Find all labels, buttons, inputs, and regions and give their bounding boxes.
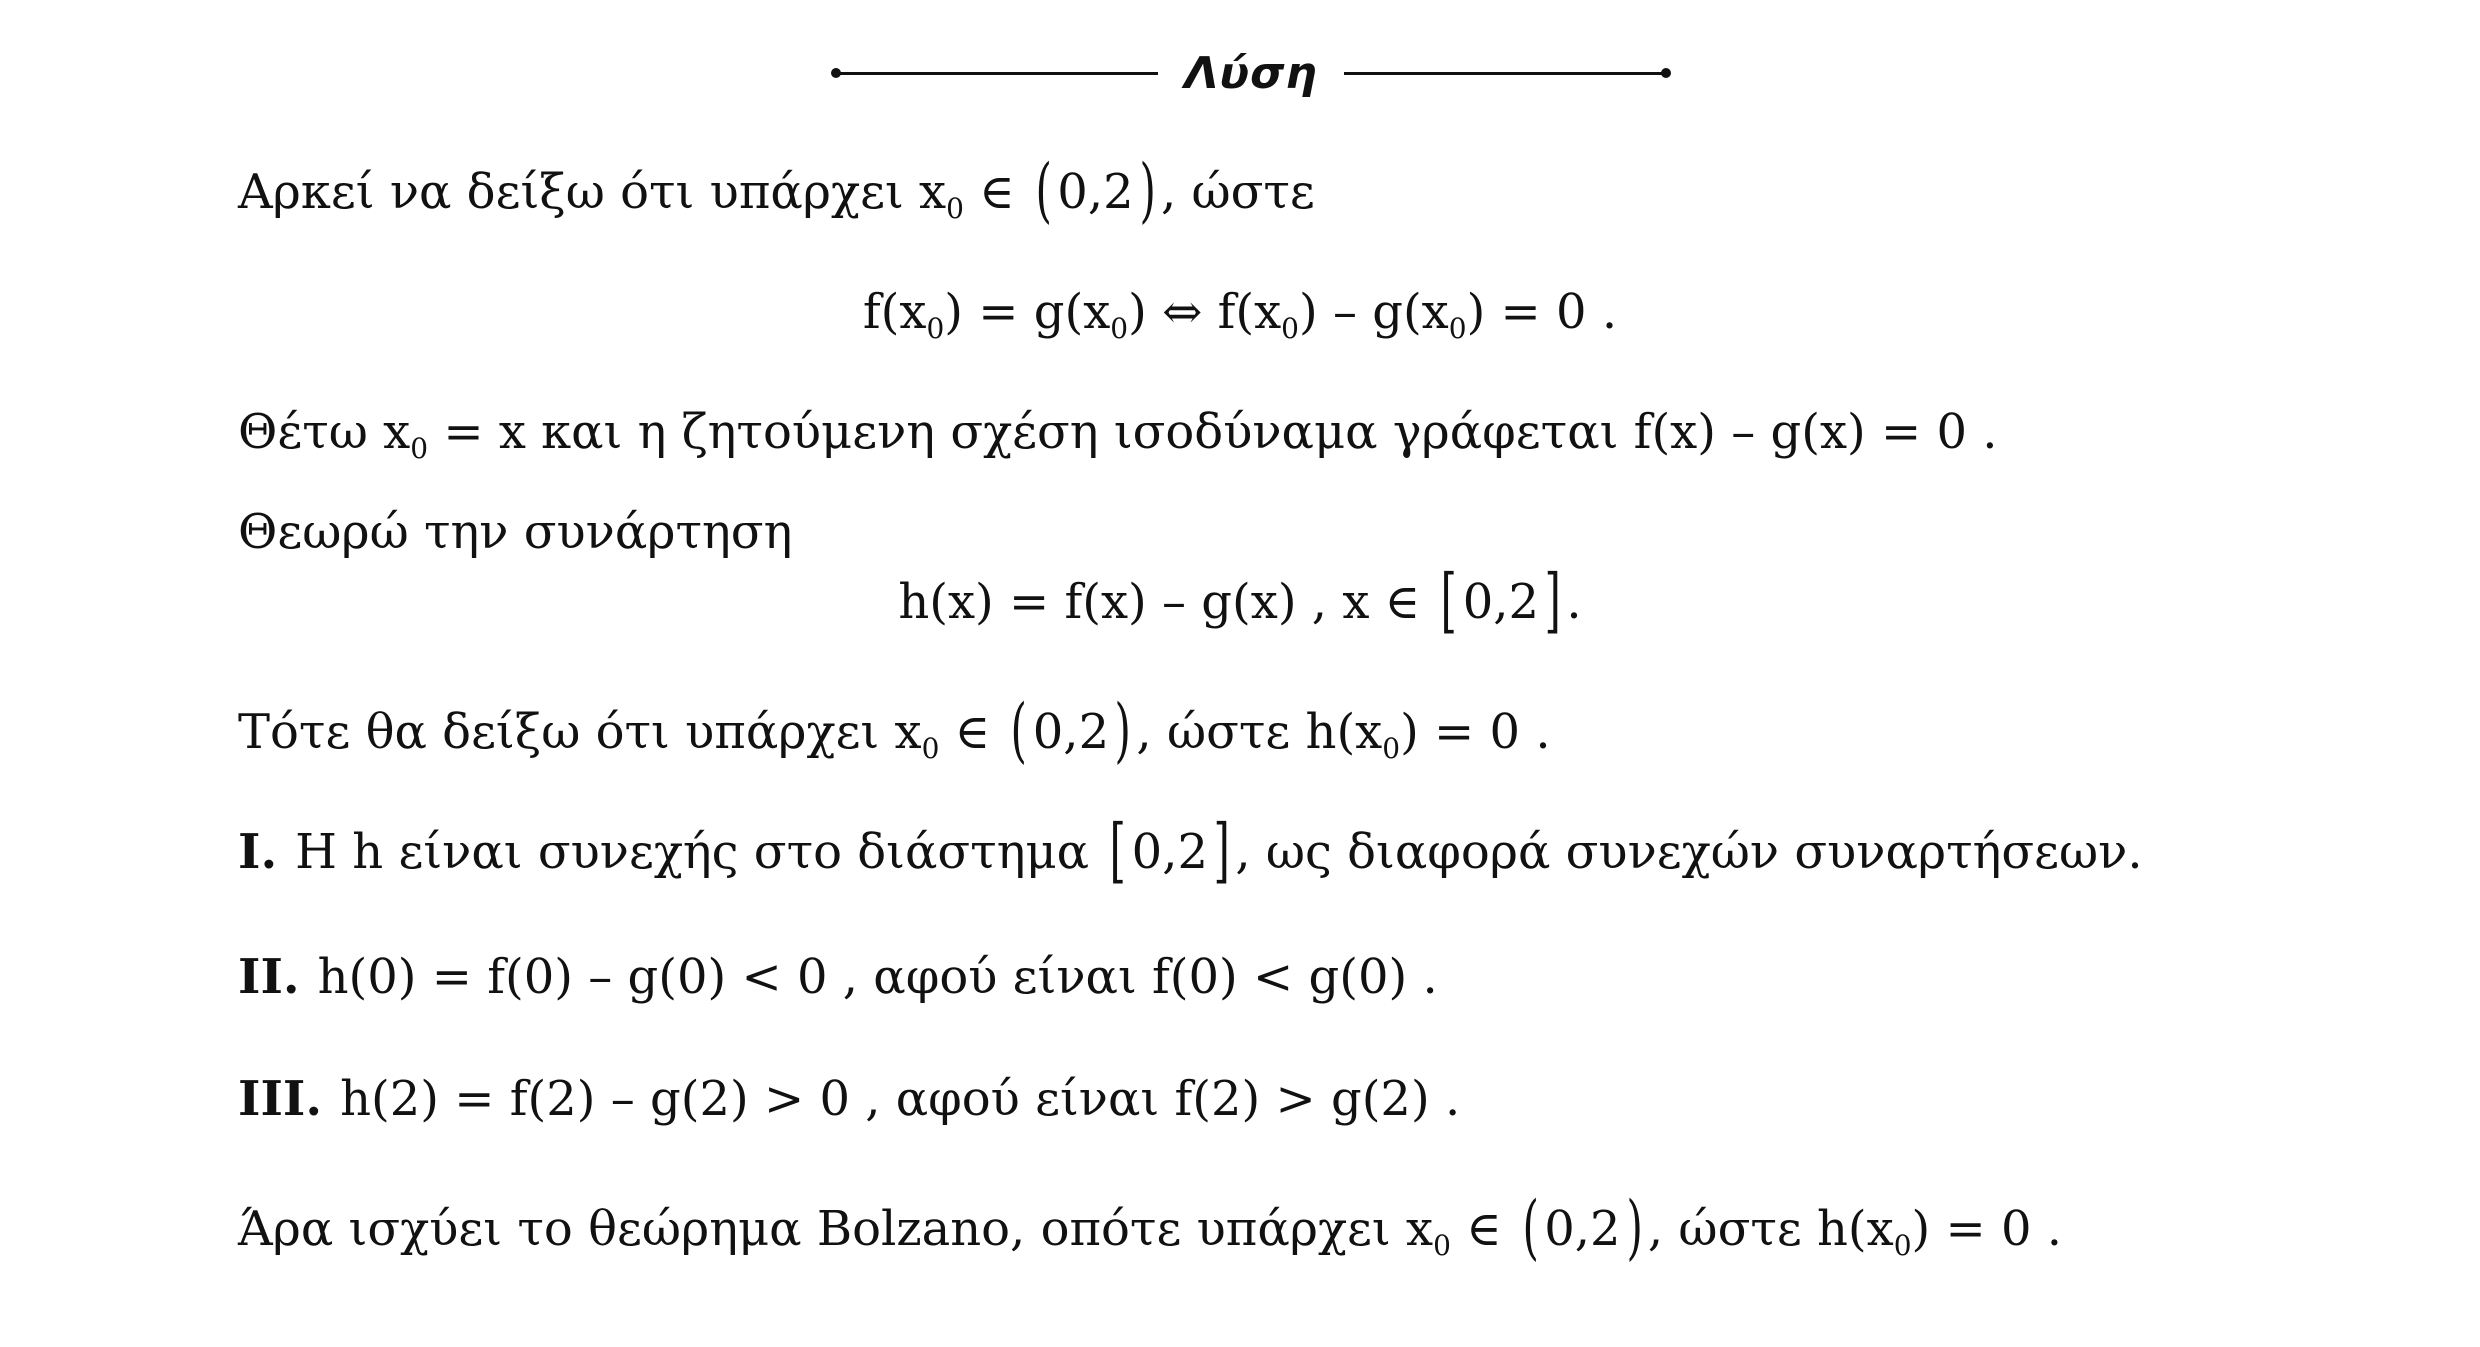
- subscript: 0: [410, 432, 429, 465]
- subscript: 0: [946, 192, 964, 225]
- text: Άρα ισχύει το θεώρημα Bolzano, οπότε υπάρχει x: [238, 1201, 1434, 1257]
- header-rule-left: [835, 72, 1158, 75]
- text: , ώστε: [1160, 164, 1315, 220]
- text: Η h είναι συνεχής στο διάστημα: [295, 824, 1105, 880]
- interval: 0,2: [1032, 704, 1110, 760]
- text: Τότε θα δείξω ότι υπάρχει x: [238, 704, 922, 760]
- subscript: 0: [1893, 1229, 1912, 1262]
- condition-ii: [238, 949, 1438, 1005]
- list-label: III.: [238, 1071, 323, 1127]
- subscript: 0: [926, 312, 945, 345]
- text: Θέτω x: [238, 404, 411, 460]
- text: ) – g(x: [1298, 284, 1449, 340]
- text: ) ⇔ f(x: [1128, 284, 1282, 340]
- text: h(x) = f(x) – g(x) , x ∈: [898, 574, 1436, 630]
- text: ) = 0 .: [1911, 1201, 2063, 1257]
- text: ∈: [1450, 1201, 1517, 1257]
- text: ) = g(x: [944, 284, 1111, 340]
- text: , ώστε h(x: [1136, 704, 1383, 760]
- text: ∈: [939, 704, 1006, 760]
- text: f(x: [862, 284, 927, 340]
- section-header: [835, 38, 1667, 108]
- text: ) = 0 .: [1466, 284, 1618, 340]
- statement-line: Αρκεί να δείξω ότι υπάρχει $x_0$ ∈ ( 0,2) , ώστε: [238, 149, 1315, 231]
- text: ∈: [963, 164, 1030, 220]
- substitution-line: [238, 404, 1998, 465]
- equation-equivalence: [0, 284, 2480, 345]
- consider-function-line: Θεωρώ την συνάρτηση: [238, 504, 793, 560]
- condition-i: I. Η h είναι συνεχής στο διάστημα [ 0,2] , ως διαφορά συνεχών συναρτήσεων.: [238, 809, 2143, 891]
- text: h(0) = f(0) – g(0) < 0 , αφού είναι f(0) < g(0) .: [317, 949, 1438, 1005]
- interval: 0,2: [1131, 824, 1209, 880]
- header-rule-right: [1344, 72, 1667, 75]
- interval: 0,2: [1462, 574, 1540, 630]
- text: , ώστε h(x: [1647, 1201, 1894, 1257]
- text: .: [1566, 574, 1582, 630]
- subscript: 0: [1433, 1229, 1451, 1262]
- function-definition: h(x) = f(x) – g(x) , x ∈ [ 0,2] .: [898, 559, 1582, 641]
- list-label: I.: [238, 824, 278, 880]
- interval: 0,2: [1057, 164, 1134, 220]
- subscript: 0: [1382, 732, 1401, 765]
- subscript: 0: [1281, 312, 1299, 345]
- subscript: 0: [921, 732, 940, 765]
- text: = x και η ζητούμενη σχέση ισοδύναμα γράφεται f(x) – g(x) = 0 .: [428, 404, 1998, 460]
- condition-iii: [238, 1071, 1461, 1127]
- text: ) = 0 .: [1400, 704, 1551, 760]
- subscript: 0: [1448, 312, 1467, 345]
- list-label: II.: [238, 949, 300, 1005]
- section-title: Λύση: [1184, 47, 1318, 99]
- text: Αρκεί να δείξω ότι υπάρχει x: [238, 164, 947, 220]
- subscript: 0: [1110, 312, 1129, 345]
- goal-line: Τότε θα δείξω ότι υπάρχει $x_0$ ∈ ( 0,2) , ώστε $h(x_0) = 0$ .: [238, 689, 1551, 771]
- text: , ως διαφορά συνεχών συναρτήσεων.: [1235, 824, 2143, 880]
- conclusion-line: Άρα ισχύει το θεώρημα Bolzano, οπότε υπάρχει $x_0$ ∈ ( 0,2) , ώστε $h(x_0) = 0$ .: [238, 1186, 2063, 1268]
- text: h(2) = f(2) – g(2) > 0 , αφού είναι f(2) > g(2) .: [340, 1071, 1461, 1127]
- interval: 0,2: [1544, 1201, 1621, 1257]
